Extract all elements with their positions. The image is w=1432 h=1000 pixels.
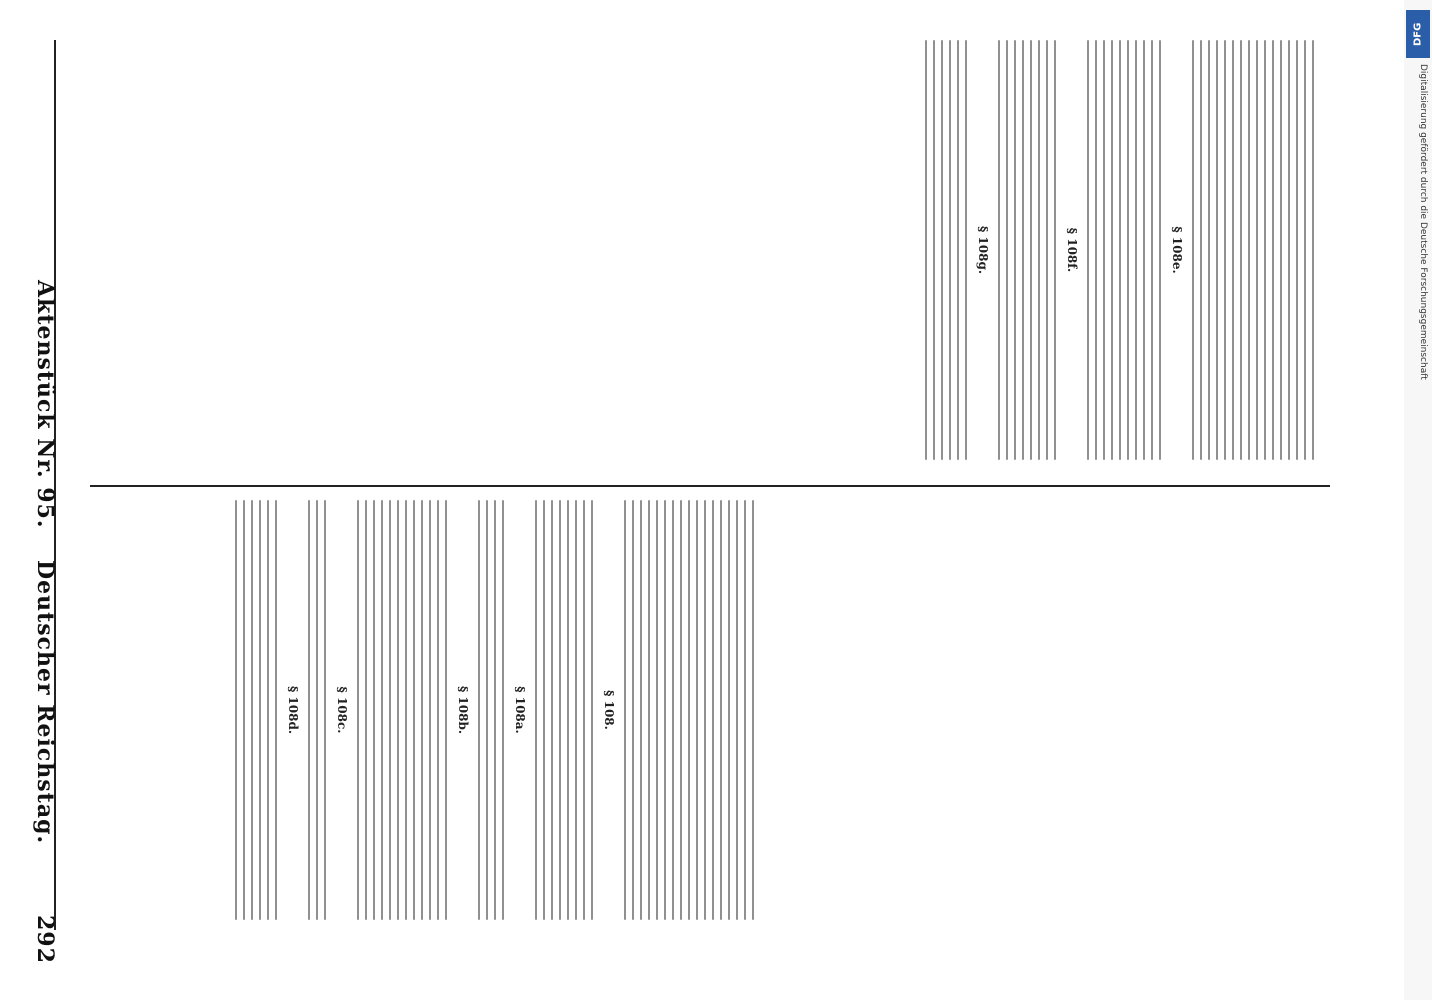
section-108a-title: § 108a. [513,686,527,734]
section-108e-title: § 108e. [1170,226,1184,274]
section-108d-title: § 108d. [286,685,300,735]
right-page-title: Aktenstück Nr. 95. [32,280,58,529]
page-divider [90,485,1330,487]
digitization-caption: Digitalisierung gefördert durch die Deutsche Forschungsgemeinschaft [1418,64,1428,380]
section-108b-title: § 108b. [456,685,470,735]
section-108-title: § 108. [602,690,616,730]
dfg-logo: DFG [1406,10,1430,58]
left-column [0,500,760,920]
left-page-title: Deutscher Reichstag. [32,560,58,845]
right-column [100,40,1320,460]
section-108f-title: § 108f. [1065,227,1079,273]
section-108g-title: § 108g. [976,225,990,275]
digitization-sidebar [1404,0,1432,1000]
section-108c-title: § 108c. [335,686,349,734]
page-number: 292 [32,915,58,964]
